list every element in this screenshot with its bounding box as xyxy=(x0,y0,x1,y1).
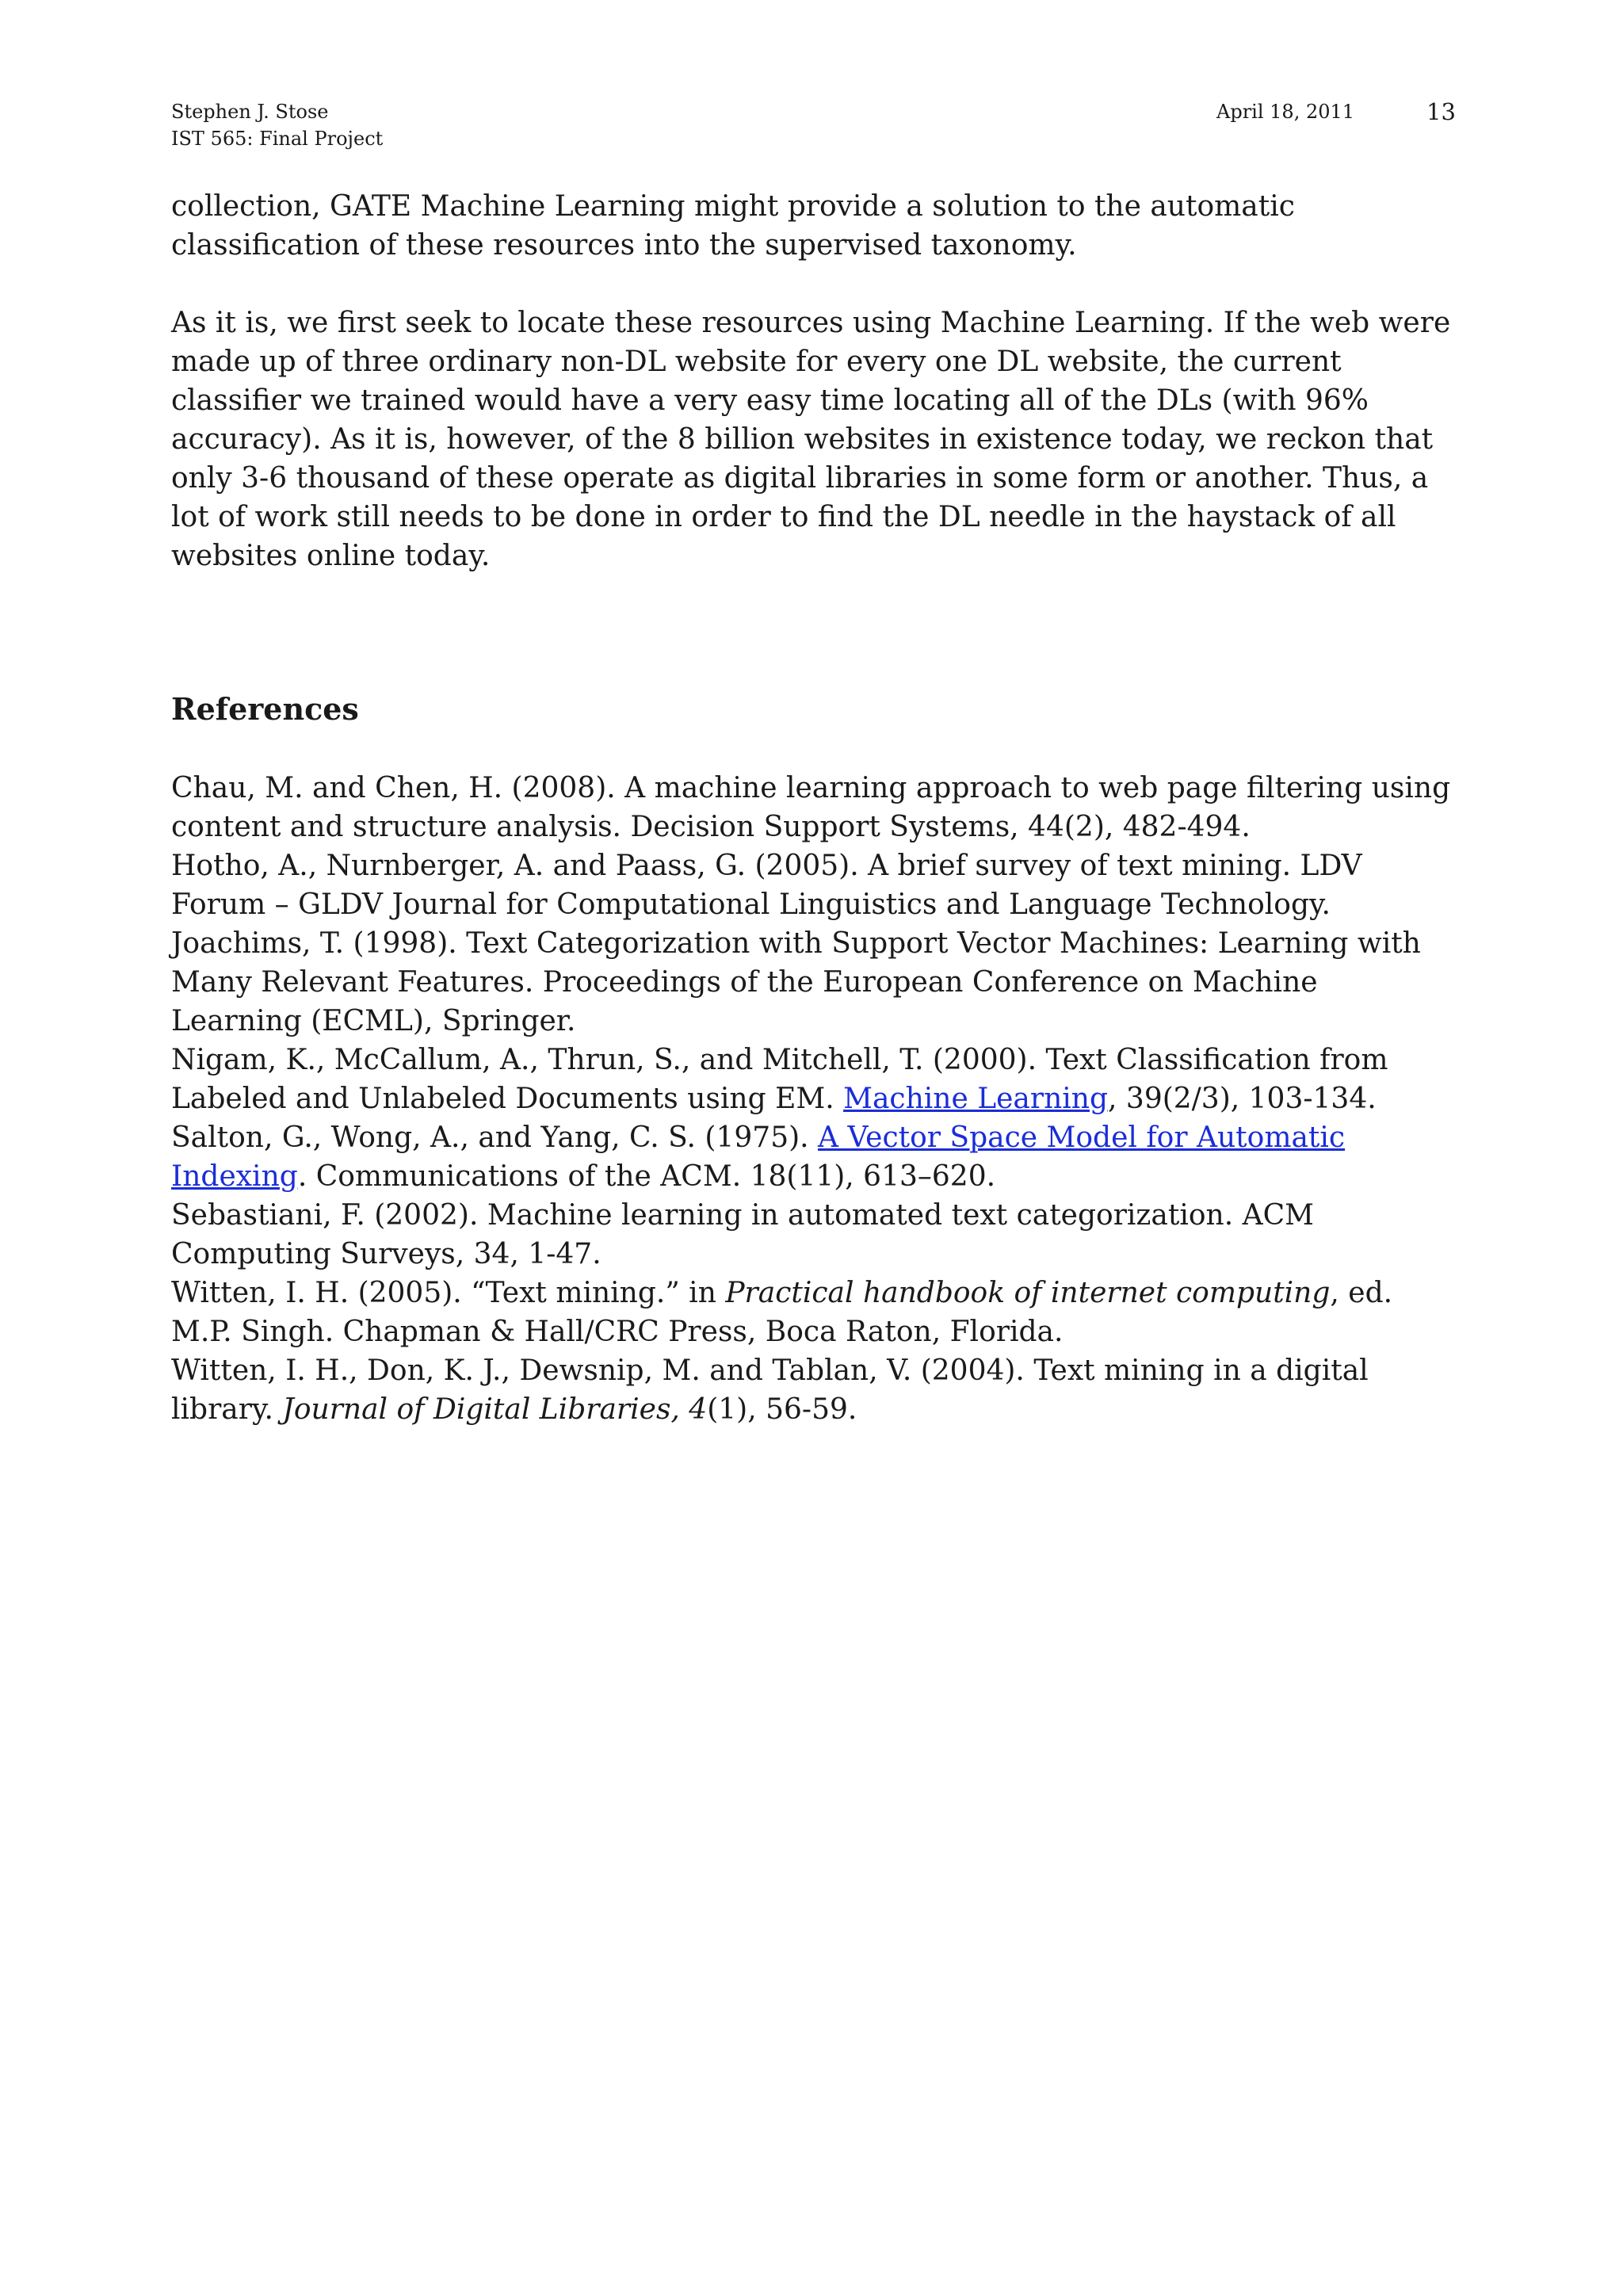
machine-learning-journal-link[interactable]: Machine Learning xyxy=(843,1083,1109,1115)
reference-text: Nigam, K., McCallum, A., Thrun, S., and Mitchell, T. (2000). Text Classification from Labeled and Unlabeled Documents using EM. xyxy=(171,1044,1388,1115)
body-paragraph: As it is, we first seek to locate these resources using Machine Learning. If the web were made up of three ordinary non-DL website for every one DL website, the current classifier we trained would have a very easy time locating all of the DLs (with 96% accuracy). As it is, however, of the 8 billion websites in existence today, we reckon that only 3-6 thousand of these operate as digital libraries in some form or another. Thus, a lot of work still needs to be done in order to find the DL needle in the haystack of all websites online today. xyxy=(171,307,1451,572)
header-course: IST 565: Final Project xyxy=(171,128,384,150)
page-header-left xyxy=(171,98,383,152)
reference-text: (1), 56-59. xyxy=(707,1393,857,1426)
reference-item: Joachims, T. (1998). Text Categorization with Support Vector Machines: Learning with Many Relevant Features. Proceedings of the European Conference on Machine Learning (ECML), Springer. xyxy=(171,927,1421,1037)
reference-list xyxy=(171,769,1455,1429)
header-author: Stephen J. Stose xyxy=(171,101,329,123)
references-heading: References xyxy=(171,691,359,727)
reference-text: . Communications of the ACM. 18(11), 613–620. xyxy=(297,1160,996,1193)
vector-space-model-link[interactable]: A Vector Space Model for Automatic Indexing xyxy=(171,1121,1346,1193)
reference-item xyxy=(171,1351,1455,1429)
reference-item: Sebastiani, F. (2002). Machine learning in automated text categorization. ACM Computing Surveys, 34, 1-47. xyxy=(171,1199,1314,1270)
body-paragraph: collection, GATE Machine Learning might provide a solution to the automatic classification of these resources into the supervised taxonomy. xyxy=(171,190,1295,262)
reference-text: , ed. M.P. Singh. Chapman & Hall/CRC Press, Boca Raton, Florida. xyxy=(171,1277,1393,1348)
reference-journal-italic: Journal of Digital Libraries, 4 xyxy=(282,1393,708,1426)
reference-text: Salton, G., Wong, A., and Yang, C. S. (1975). xyxy=(171,1121,819,1154)
reference-text: Witten, I. H., Don, K. J., Dewsnip, M. and Tablan, V. (2004). Text mining in a digital library. xyxy=(171,1354,1369,1426)
reference-item xyxy=(171,1118,1455,1196)
reference-item xyxy=(171,1041,1455,1118)
reference-title-italic: Practical handbook of internet computing xyxy=(725,1277,1331,1309)
reference-item: Hotho, A., Nurnberger, A. and Paass, G. (2005). A brief survey of text mining. LDV Forum – GLDV Journal for Computational Linguistics and Language Technology. xyxy=(171,850,1362,921)
reference-item xyxy=(171,1274,1455,1351)
page-content xyxy=(171,187,1455,1429)
header-date: April 18, 2011 xyxy=(1216,101,1355,123)
reference-item: Chau, M. and Chen, H. (2008). A machine learning approach to web page filtering using content and structure analysis. Decision Support Systems, 44(2), 482-494. xyxy=(171,772,1451,843)
reference-text: , 39(2/3), 103-134. xyxy=(1108,1083,1377,1115)
reference-text: Witten, I. H. (2005). “Text mining.” in xyxy=(171,1277,726,1309)
page-number: 13 xyxy=(1426,98,1456,125)
